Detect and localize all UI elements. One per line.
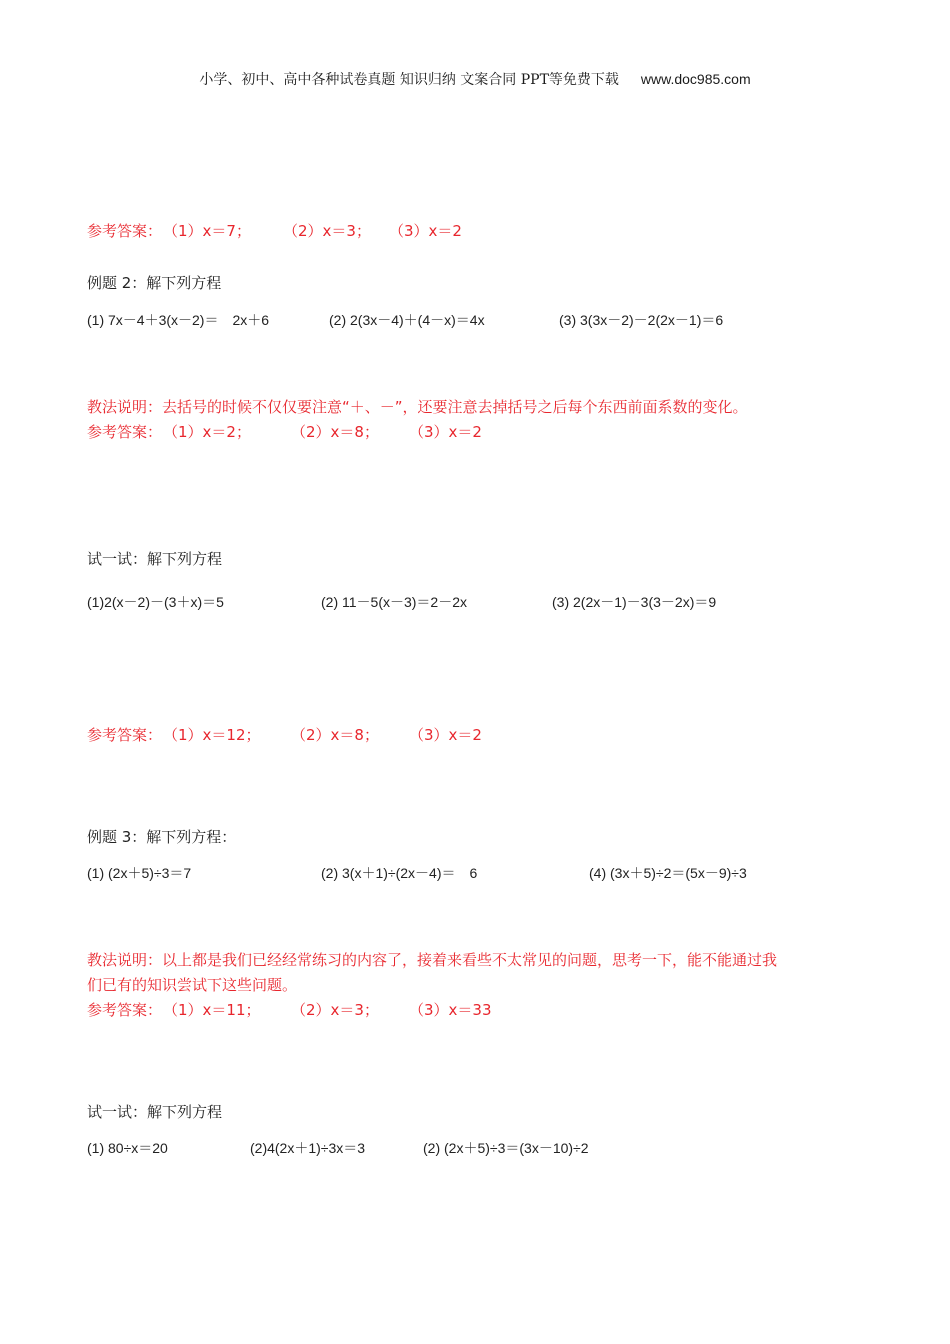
- answer-item: （2）x＝3；: [291, 1001, 379, 1019]
- header-url: www.doc985.com: [640, 71, 751, 87]
- equation: (1) 80÷x＝20: [87, 1140, 168, 1156]
- equation: (3) 3(3x－2)－2(2x－1)＝6: [559, 312, 724, 328]
- equation: (3) 2(2x－1)－3(3－2x)＝9: [552, 594, 717, 610]
- answer-label: 参考答案：: [87, 1001, 163, 1019]
- answer-item: （3）x＝33: [409, 1001, 492, 1019]
- answer-item: （1）x＝2；: [163, 423, 251, 441]
- answer-item: （1）x＝7；: [163, 222, 251, 240]
- equation: (1)2(x－2)－(3＋x)＝5: [87, 594, 224, 610]
- equation: (1) 7x－4＋3(x－2)＝ 2x＋6: [87, 312, 270, 328]
- answer-label: 参考答案：: [87, 222, 163, 240]
- answer-label: 参考答案：: [87, 726, 163, 744]
- equation: (2)4(2x＋1)÷3x＝3: [250, 1140, 366, 1156]
- example-3-note-line-2: 们已有的知识尝试下这些问题。: [87, 976, 298, 994]
- equation: (1) (2x＋5)÷3＝7: [87, 865, 192, 881]
- answer-item: （2）x＝8；: [291, 423, 379, 441]
- try-2-title: 试一试：解下列方程: [87, 1103, 223, 1121]
- example-3-note-line-1: 教法说明：以上都是我们已经经常练习的内容了，接着来看些不太常见的问题，思考一下，能不能通过我: [87, 951, 778, 969]
- answer-item: （3）x＝2: [409, 423, 482, 441]
- answer-item: （3）x＝2: [389, 222, 462, 240]
- try-1-title: 试一试：解下列方程: [87, 550, 223, 568]
- answer-item: （2）x＝3；: [283, 222, 371, 240]
- equation: (2) 3(x＋1)÷(2x－4)＝ 6: [321, 865, 478, 881]
- equation: (2) 11－5(x－3)＝2－2x: [321, 594, 468, 610]
- answer-item: （3）x＝2: [409, 726, 482, 744]
- example-2-title: 例题 2：解下列方程: [87, 274, 222, 292]
- equation: (2) 2(3x－4)＋(4－x)＝4x: [329, 312, 485, 328]
- example-3-title: 例题 3：解下列方程：: [87, 828, 237, 846]
- example-2-note: 教法说明：去括号的时候不仅仅要注意“＋、－”，还要注意去掉括号之后每个东西前面系数的变化。: [87, 398, 748, 416]
- page-header: [0, 68, 950, 91]
- answer-item: （1）x＝11；: [163, 1001, 261, 1019]
- answer-label: 参考答案：: [87, 423, 163, 441]
- answer-item: （1）x＝12；: [163, 726, 261, 744]
- equation: (2) (2x＋5)÷3＝(3x－10)÷2: [423, 1140, 589, 1156]
- answer-item: （2）x＝8；: [291, 726, 379, 744]
- header-title: 小学、初中、高中各种试卷真题 知识归纳 文案合同 PPT等免费下载: [199, 72, 619, 88]
- equation: (4) (3x＋5)÷2＝(5x－9)÷3: [589, 865, 747, 881]
